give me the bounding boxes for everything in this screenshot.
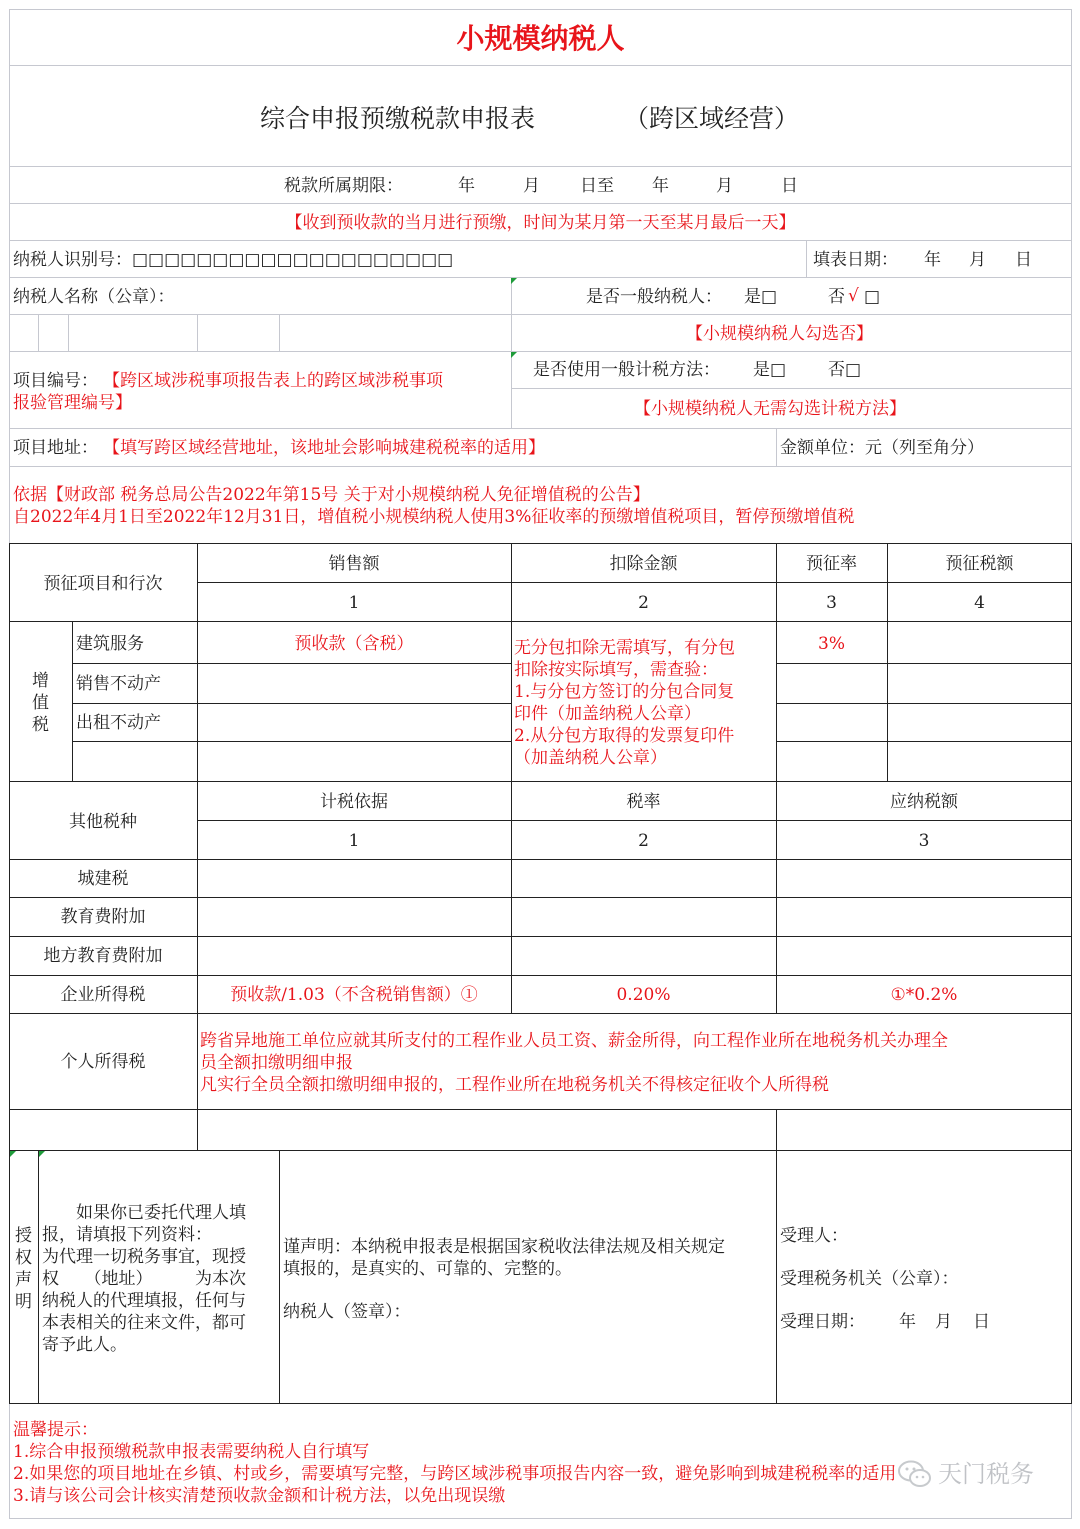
period-day-2: 日	[781, 176, 798, 196]
vat-group-label-1: 增	[32, 671, 49, 691]
vat-deduction-note-4: 印件（加盖纳税人公章）	[514, 704, 701, 724]
authorization-label-2: 权	[15, 1248, 32, 1268]
period-month-1: 月	[523, 176, 540, 196]
checkmark-icon: √	[848, 286, 859, 306]
row-urban-construction-tax: 城建税	[77, 869, 129, 889]
tips-item-1: 1.综合申报预缴税款申报表需要纳税人自行填写	[13, 1442, 370, 1462]
period-month-2: 月	[716, 176, 733, 196]
vat-group-label-3: 税	[32, 715, 49, 735]
iit-note-3: 凡实行全员全额扣缴明细申报的，工程作业所在地税务机关不得核定征收个人所得税	[200, 1075, 829, 1095]
fill-date-year: 年	[924, 250, 941, 270]
tax-method-question: 是否使用一般计税方法：	[533, 360, 720, 380]
vat-deduction-note-6: （加盖纳税人公章）	[514, 748, 667, 768]
authorization-text-1: 如果你已委托代理人填	[42, 1203, 246, 1223]
policy-basis-line-2: 自2022年4月1日至2022年12月31日，增值税小规模纳税人使用3%征收率的预缴增值税项目，暂停预缴增值税	[13, 507, 855, 527]
receiving-office-label: 受理税务机关（公章）：	[780, 1269, 959, 1289]
vat-col-num-1: 1	[348, 593, 360, 613]
period-day-1: 日至	[580, 176, 614, 196]
row-individual-income-tax: 个人所得税	[60, 1052, 146, 1072]
project-number-hint[interactable]: 【跨区域涉税事项报告表上的跨区域涉税事项	[103, 371, 443, 391]
authorization-text-2: 报，请填报下列资料：	[42, 1225, 212, 1245]
authorization-label-3: 声	[15, 1270, 32, 1290]
other-col-rate: 税率	[626, 792, 661, 812]
other-col-tax: 应纳税额	[890, 792, 958, 812]
general-taxpayer-yes-checkbox[interactable]: 是□	[744, 287, 778, 307]
iit-note-1: 跨省异地施工单位应就其所支付的工程作业人员工资、薪金所得，向工程作业所在地税务机关办理全	[200, 1031, 948, 1051]
vat-col-sales: 销售额	[328, 554, 380, 574]
authorization-text-4: 权 （地址） 为本次	[42, 1269, 246, 1289]
taxpayer-id-label[interactable]: 纳税人识别号：□□□□□□□□□□□□□□□□□□□□	[13, 250, 454, 270]
period-label: 税款所属期限：	[284, 176, 403, 196]
vat-col-num-3: 3	[826, 593, 837, 613]
other-col-num-1: 1	[348, 831, 360, 851]
vat-group-label-2: 值	[32, 693, 49, 713]
vat-deduction-note-2: 扣除按实际填写，需查验：	[514, 660, 718, 680]
cit-rate-note[interactable]: 0.20%	[616, 985, 671, 1005]
tax-method-yes-checkbox[interactable]: 是□	[753, 360, 787, 380]
project-address-label: 项目地址：	[13, 438, 98, 458]
other-col-num-2: 2	[638, 831, 649, 851]
authorization-text-6: 本表相关的往来文件，都可	[42, 1313, 246, 1333]
vat-row-rent-property: 出租不动产	[76, 713, 161, 733]
vat-sales-note[interactable]: 预收款（含税）	[294, 634, 414, 654]
watermark	[898, 1456, 1048, 1492]
authorization-text-3: 为代理一切税务事宜，现授	[42, 1247, 246, 1267]
vat-row-header: 预征项目和行次	[43, 574, 163, 594]
tips-title: 温馨提示：	[13, 1420, 98, 1440]
row-local-education-surcharge: 地方教育费附加	[43, 946, 163, 966]
form-banner: 小规模纳税人	[456, 22, 625, 55]
tips-item-3: 3.请与该公司会计核实清楚预收款金额和计税方法，以免出现误缴	[13, 1486, 506, 1506]
authorization-text-5: 纳税人的代理填报，任何与	[42, 1291, 246, 1311]
vat-row-sale-property: 销售不动产	[76, 674, 161, 694]
amount-unit-label: 金额单位：元（列至角分）	[780, 438, 984, 458]
vat-col-tax: 预征税额	[945, 554, 1014, 574]
fill-date-day: 日	[1015, 250, 1032, 270]
project-number-hint-2: 报验管理编号】	[13, 393, 132, 413]
general-taxpayer-no-checkbox[interactable]: □	[864, 287, 881, 307]
tax-method-no-checkbox[interactable]: 否□	[828, 360, 862, 380]
watermark-text: 天门税务	[938, 1460, 1034, 1488]
cit-basis-note[interactable]: 预收款/1.03（不含税销售额）①	[230, 985, 478, 1005]
vat-col-num-2: 2	[638, 593, 649, 613]
other-col-basis: 计税依据	[320, 792, 388, 812]
vat-rate-note[interactable]: 3%	[818, 634, 845, 654]
vat-col-deduction: 扣除金额	[609, 554, 678, 574]
project-number-label: 项目编号：	[13, 371, 98, 391]
tax-method-note: 【小规模纳税人无需勾选计税方法】	[634, 399, 906, 419]
authorization-label-4: 明	[15, 1292, 32, 1312]
vat-deduction-note-1: 无分包扣除无需填写，有分包	[514, 638, 735, 658]
cit-tax-note[interactable]: ①*0.2%	[890, 985, 958, 1005]
taxpayer-name-label[interactable]: 纳税人名称（公章）：	[13, 287, 175, 307]
receiver-label: 受理人：	[780, 1226, 848, 1246]
general-taxpayer-note: 【小规模纳税人勾选否】	[686, 324, 873, 344]
vat-col-num-4: 4	[974, 593, 985, 613]
policy-basis-line-1: 依据【财政部 税务总局公告2022年第15号 关于对小规模纳税人免征增值税的公告】	[13, 485, 650, 505]
form-subtitle: （跨区域经营）	[624, 104, 800, 133]
other-col-num-3: 3	[918, 831, 930, 851]
iit-note-2: 员全额扣缴明细申报	[200, 1053, 353, 1073]
other-row-header: 其他税种	[69, 812, 137, 832]
project-address-hint[interactable]: 【填写跨区域经营地址，该地址会影响城建税税率的适用】	[103, 438, 545, 458]
receiving-date-day: 日	[973, 1312, 990, 1332]
general-taxpayer-no-label: 否	[828, 287, 845, 307]
tips-item-2: 2.如果您的项目地址在乡镇、村或乡，需要填写完整，与跨区域涉税事项报告内容一致，避免影响到城建税税率的适用	[13, 1464, 897, 1484]
vat-deduction-note-5: 2.从分包方取得的发票复印件	[514, 726, 735, 746]
period-year-2: 年	[652, 176, 669, 196]
authorization-label-1: 授	[15, 1226, 32, 1246]
row-education-surcharge: 教育费附加	[60, 907, 146, 927]
receiving-date-month: 月	[935, 1312, 952, 1332]
vat-deduction-note-3: 1.与分包方签订的分包合同复	[514, 682, 735, 702]
vat-row-construction: 建筑服务	[76, 634, 144, 654]
period-year-1: 年	[458, 176, 475, 196]
receiving-date-label: 受理日期：	[780, 1312, 865, 1332]
fill-date-month: 月	[969, 250, 986, 270]
general-taxpayer-question: 是否一般纳税人：	[586, 287, 722, 307]
statement-line-1: 谨声明：本纳税申报表是根据国家税收法律法规及相关规定	[283, 1237, 725, 1257]
wechat-icon	[898, 1460, 932, 1488]
period-note: 【收到预收款的当月进行预缴，时间为某月第一天至某月最后一天】	[285, 213, 796, 233]
taxpayer-signature-label[interactable]: 纳税人（签章）：	[283, 1302, 411, 1322]
authorization-text-7: 寄予此人。	[42, 1335, 127, 1355]
vat-col-rate: 预征率	[806, 554, 857, 574]
statement-line-2: 填报的，是真实的、可靠的、完整的。	[283, 1259, 572, 1279]
form-title: 综合申报预缴税款申报表	[260, 104, 536, 133]
row-corporate-income-tax: 企业所得税	[60, 985, 146, 1005]
fill-date-label: 填表日期：	[813, 250, 898, 270]
receiving-date-year: 年	[899, 1312, 916, 1332]
